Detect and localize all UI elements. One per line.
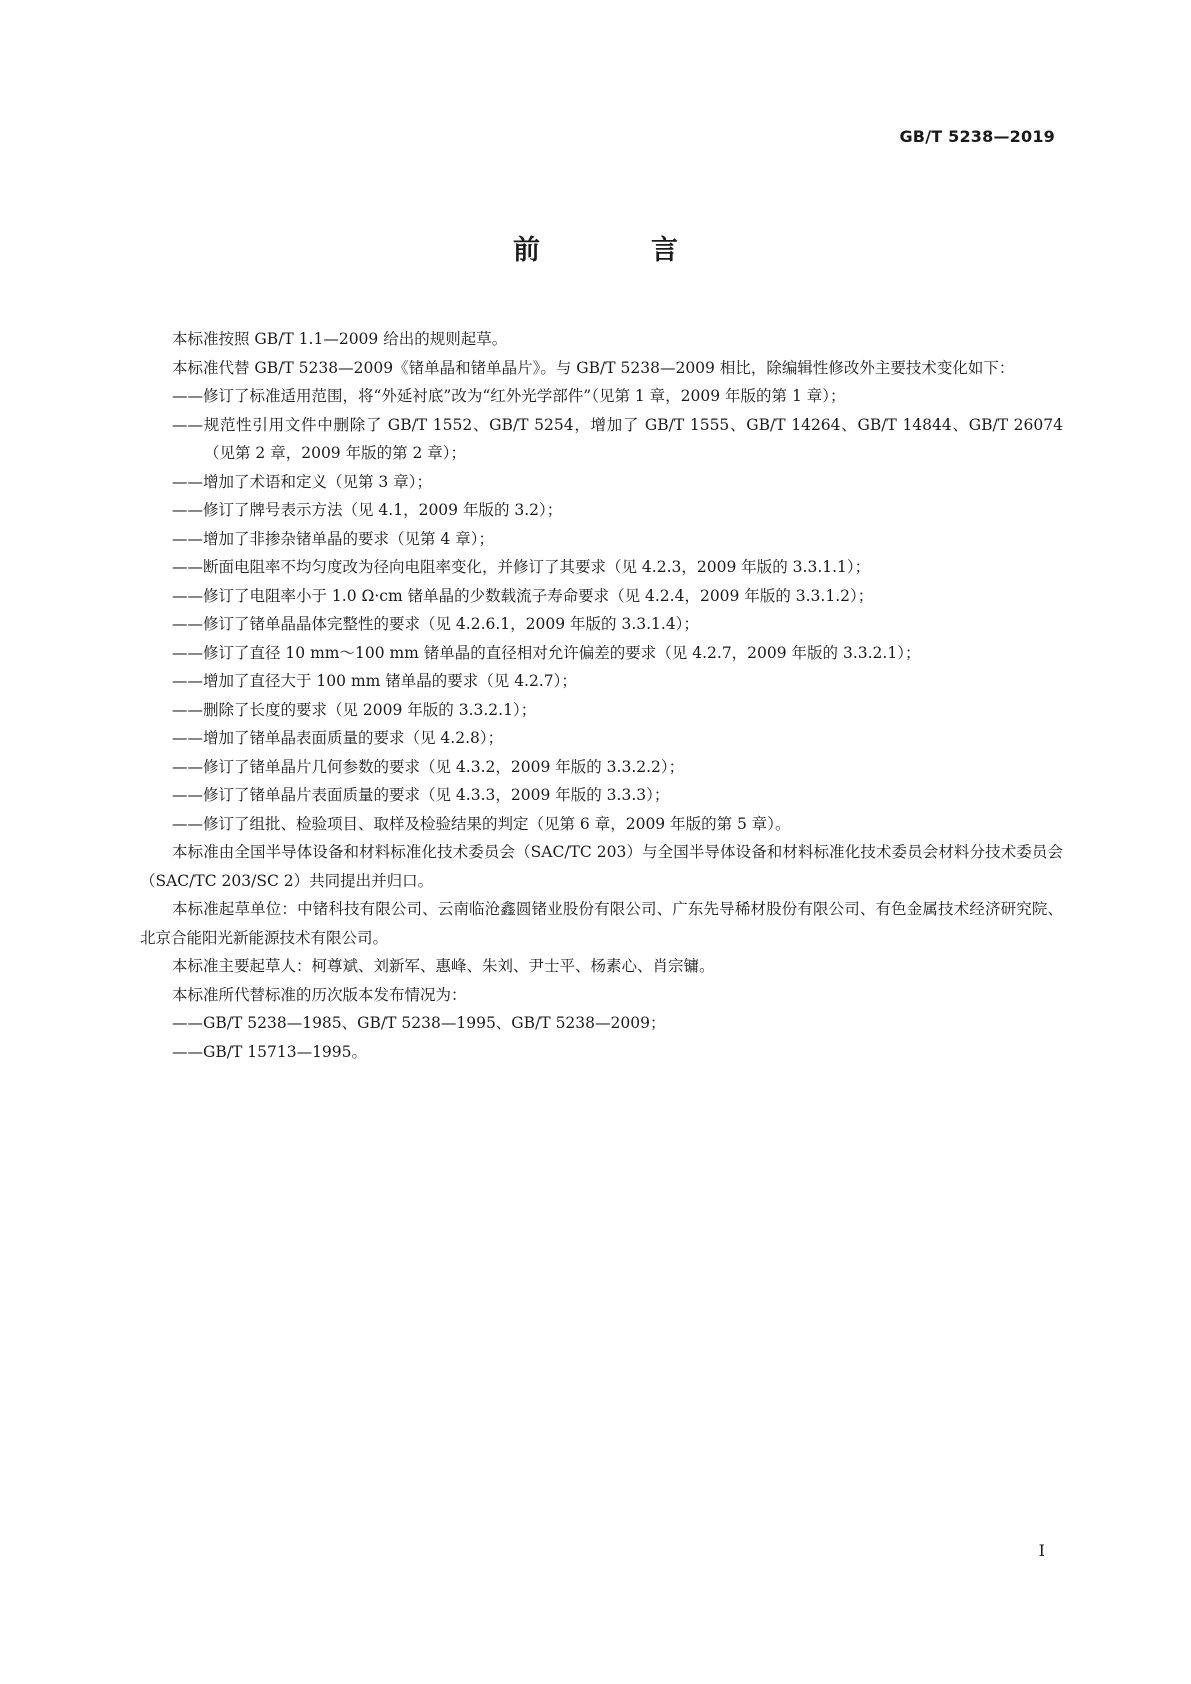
change-item: ——增加了术语和定义（见第 3 章）； [172, 472, 432, 491]
paragraph-drafters: 本标准主要起草人：柯尊斌、刘新军、惠峰、朱刘、尹士平、杨素心、肖宗镛。 [172, 957, 715, 975]
change-item: ——修订了锗单晶片几何参数的要求（见 4.3.2，2009 年版的 3.3.2.2）； [172, 757, 685, 776]
change-item: ——修订了直径 10 mm～100 mm 锗单晶的直径相对允许偏差的要求（见 4.2.7，2009 年版的 3.3.2.1）； [172, 643, 921, 662]
change-item: ——增加了非掺杂锗单晶的要求（见第 4 章）； [172, 529, 494, 548]
change-item: ——修订了牌号表示方法（见 4.1，2009 年版的 3.2）； [172, 501, 563, 519]
paragraph-drafting-rules: 本标准按照 GB/T 1.1—2009 给出的规则起草。 [172, 330, 508, 348]
change-item: ——增加了直径大于 100 mm 锗单晶的要求（见 4.2.7）； [172, 672, 577, 690]
version-item: ——GB/T 15713—1995。 [172, 1042, 368, 1061]
version-item: ——GB/T 5238—1985、GB/T 5238—1995、GB/T 5238—2009； [172, 1014, 666, 1032]
paragraph-drafting-units: 本标准起草单位：中锗科技有限公司、云南临沧鑫圆锗业股份有限公司、广东先导稀材股份有限公司、有色金属技术经济研究院、北京合能阳光新能源技术有限公司。 [140, 900, 1063, 947]
change-item: ——修订了标准适用范围，将“外延衬底”改为“红外光学部件”（见第 1 章，2009 年版的第 1 章）； [172, 387, 846, 405]
change-item: ——修订了组批、检验项目、取样及检验结果的判定（见第 6 章，2009 年版的第 5 章）。 [172, 814, 791, 833]
paragraph-version-history: 本标准所代替标准的历次版本发布情况为： [172, 985, 467, 1004]
change-item: ——修订了电阻率小于 1.0 Ω·cm 锗单晶的少数载流子寿命要求（见 4.2.4，2009 年版的 3.3.1.2）； [172, 586, 874, 605]
standard-code: GB/T 5238—2019 [899, 127, 1055, 146]
page-number: I [1038, 1541, 1045, 1560]
paragraph-replacement-note: 本标准代替 GB/T 5238—2009《锗单晶和锗单晶片》。与 GB/T 5238—2009 相比，除编辑性修改外主要技术变化如下： [172, 358, 1015, 377]
change-item: ——规范性引用文件中删除了 GB/T 1552、GB/T 5254，增加了 GB/T 1555、GB/T 14264、GB/T 14844、GB/T 26074（见第 2 章，2009 年版的第 2 章）； [172, 415, 1063, 462]
paragraph-proposer: 本标准由全国半导体设备和材料标准化技术委员会（SAC/TC 203）与全国半导体设备和材料标准化技术委员会材料分技术委员会（SAC/TC 203/SC 2）共同提出并归口。 [140, 843, 1063, 890]
change-item: ——修订了锗单晶片表面质量的要求（见 4.3.3，2009 年版的 3.3.3）； [172, 786, 670, 804]
change-item: ——断面电阻率不均匀度改为径向电阻率变化，并修订了其要求（见 4.2.3，2009 年版的 3.3.1.1）； [172, 558, 871, 576]
change-item: ——修订了锗单晶晶体完整性的要求（见 4.2.6.1，2009 年版的 3.3.1.4）； [172, 615, 699, 633]
change-item: ——增加了锗单晶表面质量的要求（见 4.2.8）； [172, 729, 504, 747]
foreword-body [140, 325, 1063, 1066]
page-title: 前 言 [513, 235, 720, 266]
change-item: ——删除了长度的要求（见 2009 年版的 3.3.2.1）； [172, 700, 537, 719]
